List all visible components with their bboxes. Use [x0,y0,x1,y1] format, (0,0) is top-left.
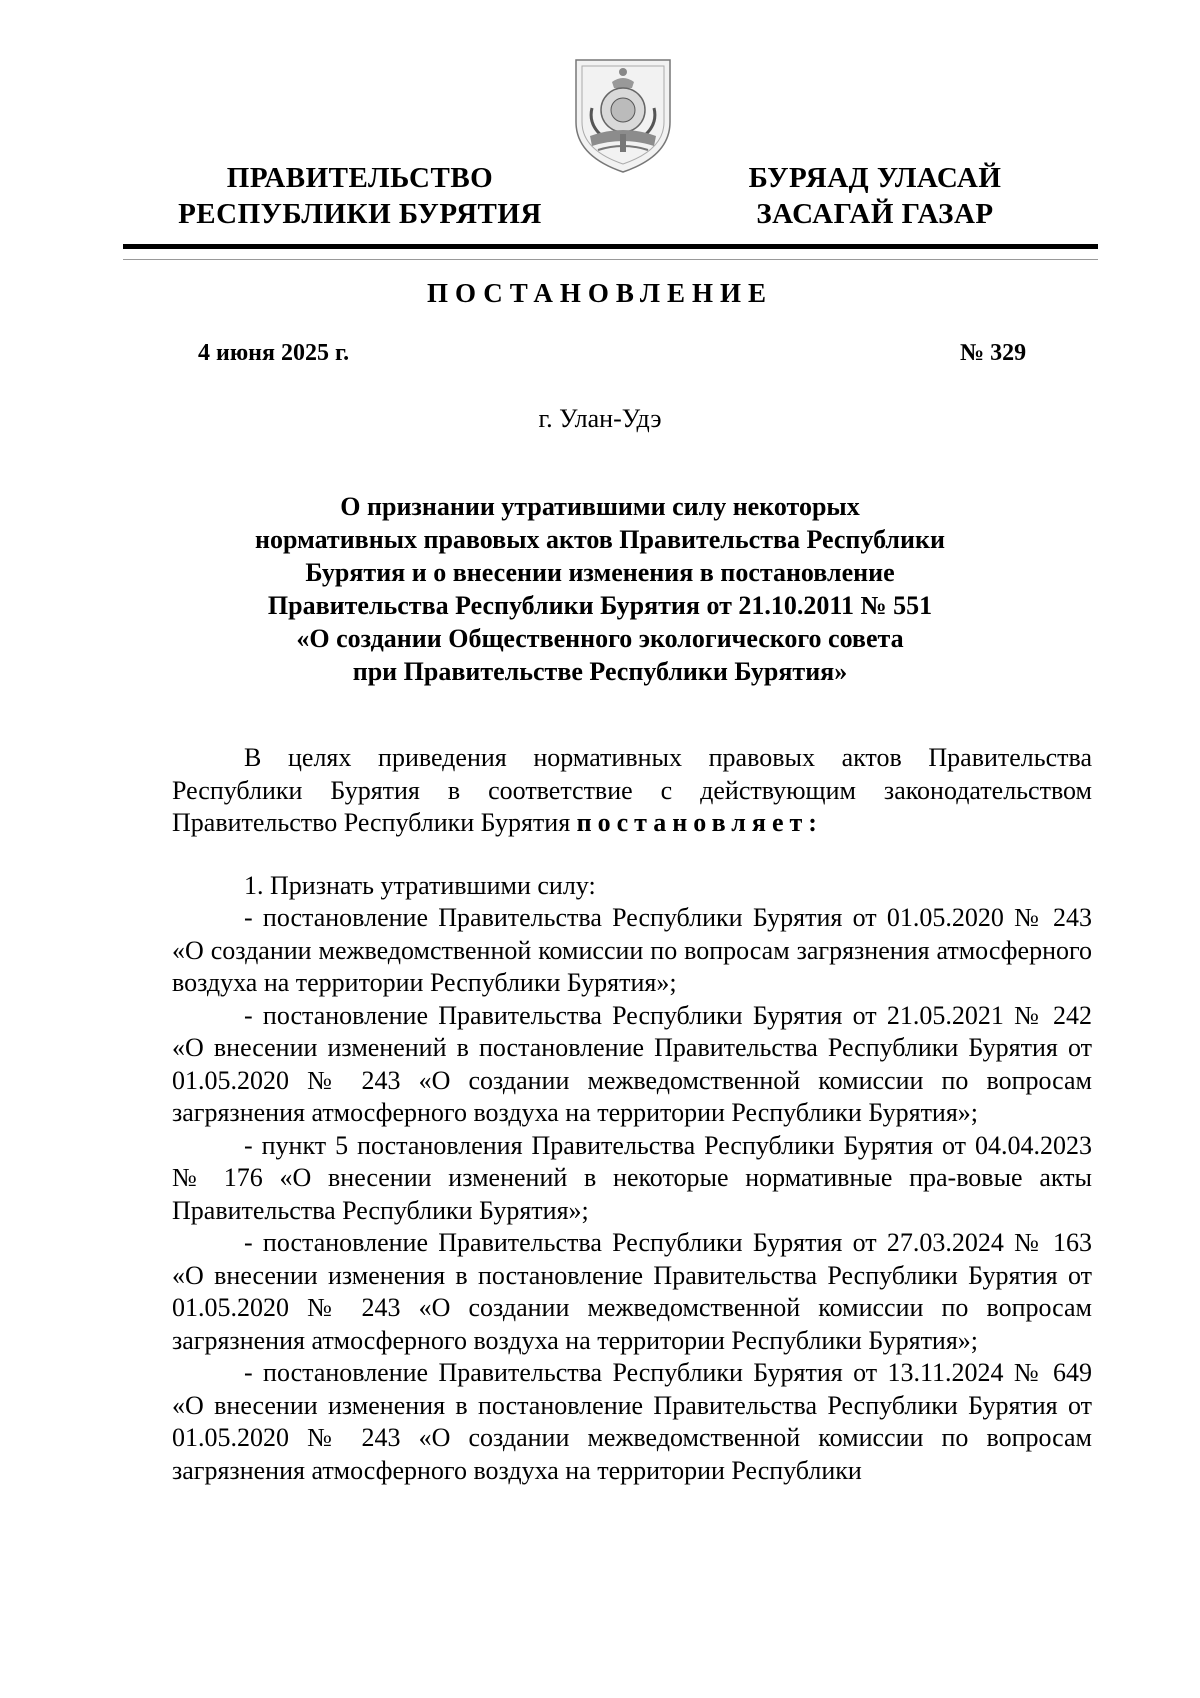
title-line: нормативных правовых актов Правительства Республики [255,525,945,554]
document-number: № 329 [960,340,1027,366]
preamble-text: В целях приведения нормативных правовых актов Правительства Республики Бурятия в соответствие с действующим законодательством Правительство Республики Бурятия [172,743,1092,837]
header-right-block [700,160,1050,232]
header-left-line1: ПРАВИТЕЛЬСТВО [226,162,494,194]
title-line: О признании утратившими силу некоторых [340,492,860,521]
document-type: ПОСТАНОВЛЕНИЕ [426,278,774,308]
header-divider-thin [123,259,1098,260]
item-paragraph: - постановление Правительства Республики Бурятия от 01.05.2020 № 243 «О создании межведомственной комиссии по вопросам загрязнения атмосферного воздуха на территории Республики Бурятия»; [172,903,1092,997]
document-city: г. Улан-Удэ [538,404,662,433]
document-title [170,490,1030,688]
item-paragraph: - постановление Правительства Республики Бурятия от 13.11.2024 № 649 «О внесении изменения в постановление Правительства Республики Бурятия от 01.05.2020 № 243 «О создании межведомственной комиссии по вопросам загрязнения атмосферного воздуха на территории Республики [172,1358,1092,1485]
header-right-line2: ЗАСАГАЙ ГАЗАР [756,198,994,230]
title-line: Правительства Республики Бурятия от 21.10.2011 № 551 [267,591,933,620]
item-paragraph: - постановление Правительства Республики Бурятия от 21.05.2021 № 242 «О внесении изменений в постановление Правительства Республики Бурятия от 01.05.2020 № 243 «О создании межведомственной комиссии по вопросам загрязнения атмосферного воздуха на территории Республики Бурятия»; [172,1000,1092,1127]
title-line: Бурятия и о внесении изменения в постановление [305,558,895,587]
header-left-block [160,160,560,232]
item-paragraph: 1. Признать утратившими силу: [244,870,596,900]
header-right-line1: БУРЯАД УЛАСАЙ [748,162,1002,194]
item-paragraph: - пункт 5 постановления Правительства Республики Бурятия от 04.04.2023 № 176 «О внесении изменений в некоторые нормативные пра-вовые акты Правительства Республики Бурятия»; [172,1130,1092,1225]
title-line: при Правительстве Республики Бурятия» [352,657,848,686]
preamble-paragraph [172,742,1092,840]
document-date: 4 июня 2025 г. [198,340,350,366]
decree-word: постановляет: [576,808,823,837]
header-divider-thick [123,244,1098,249]
document-body [172,742,1092,1487]
header-left-line2: РЕСПУБЛИКИ БУРЯТИЯ [178,198,542,230]
item-paragraph: - постановление Правительства Республики Бурятия от 27.03.2024 № 163 «О внесении изменения в постановление Правительства Республики Бурятия от 01.05.2020 № 243 «О создании межведомственной комиссии по вопросам загрязнения атмосферного воздуха на территории Республики Бурятия»; [172,1228,1092,1355]
coat-of-arms-emblem [568,52,678,176]
title-line: «О создании Общественного экологического совета [296,624,904,653]
